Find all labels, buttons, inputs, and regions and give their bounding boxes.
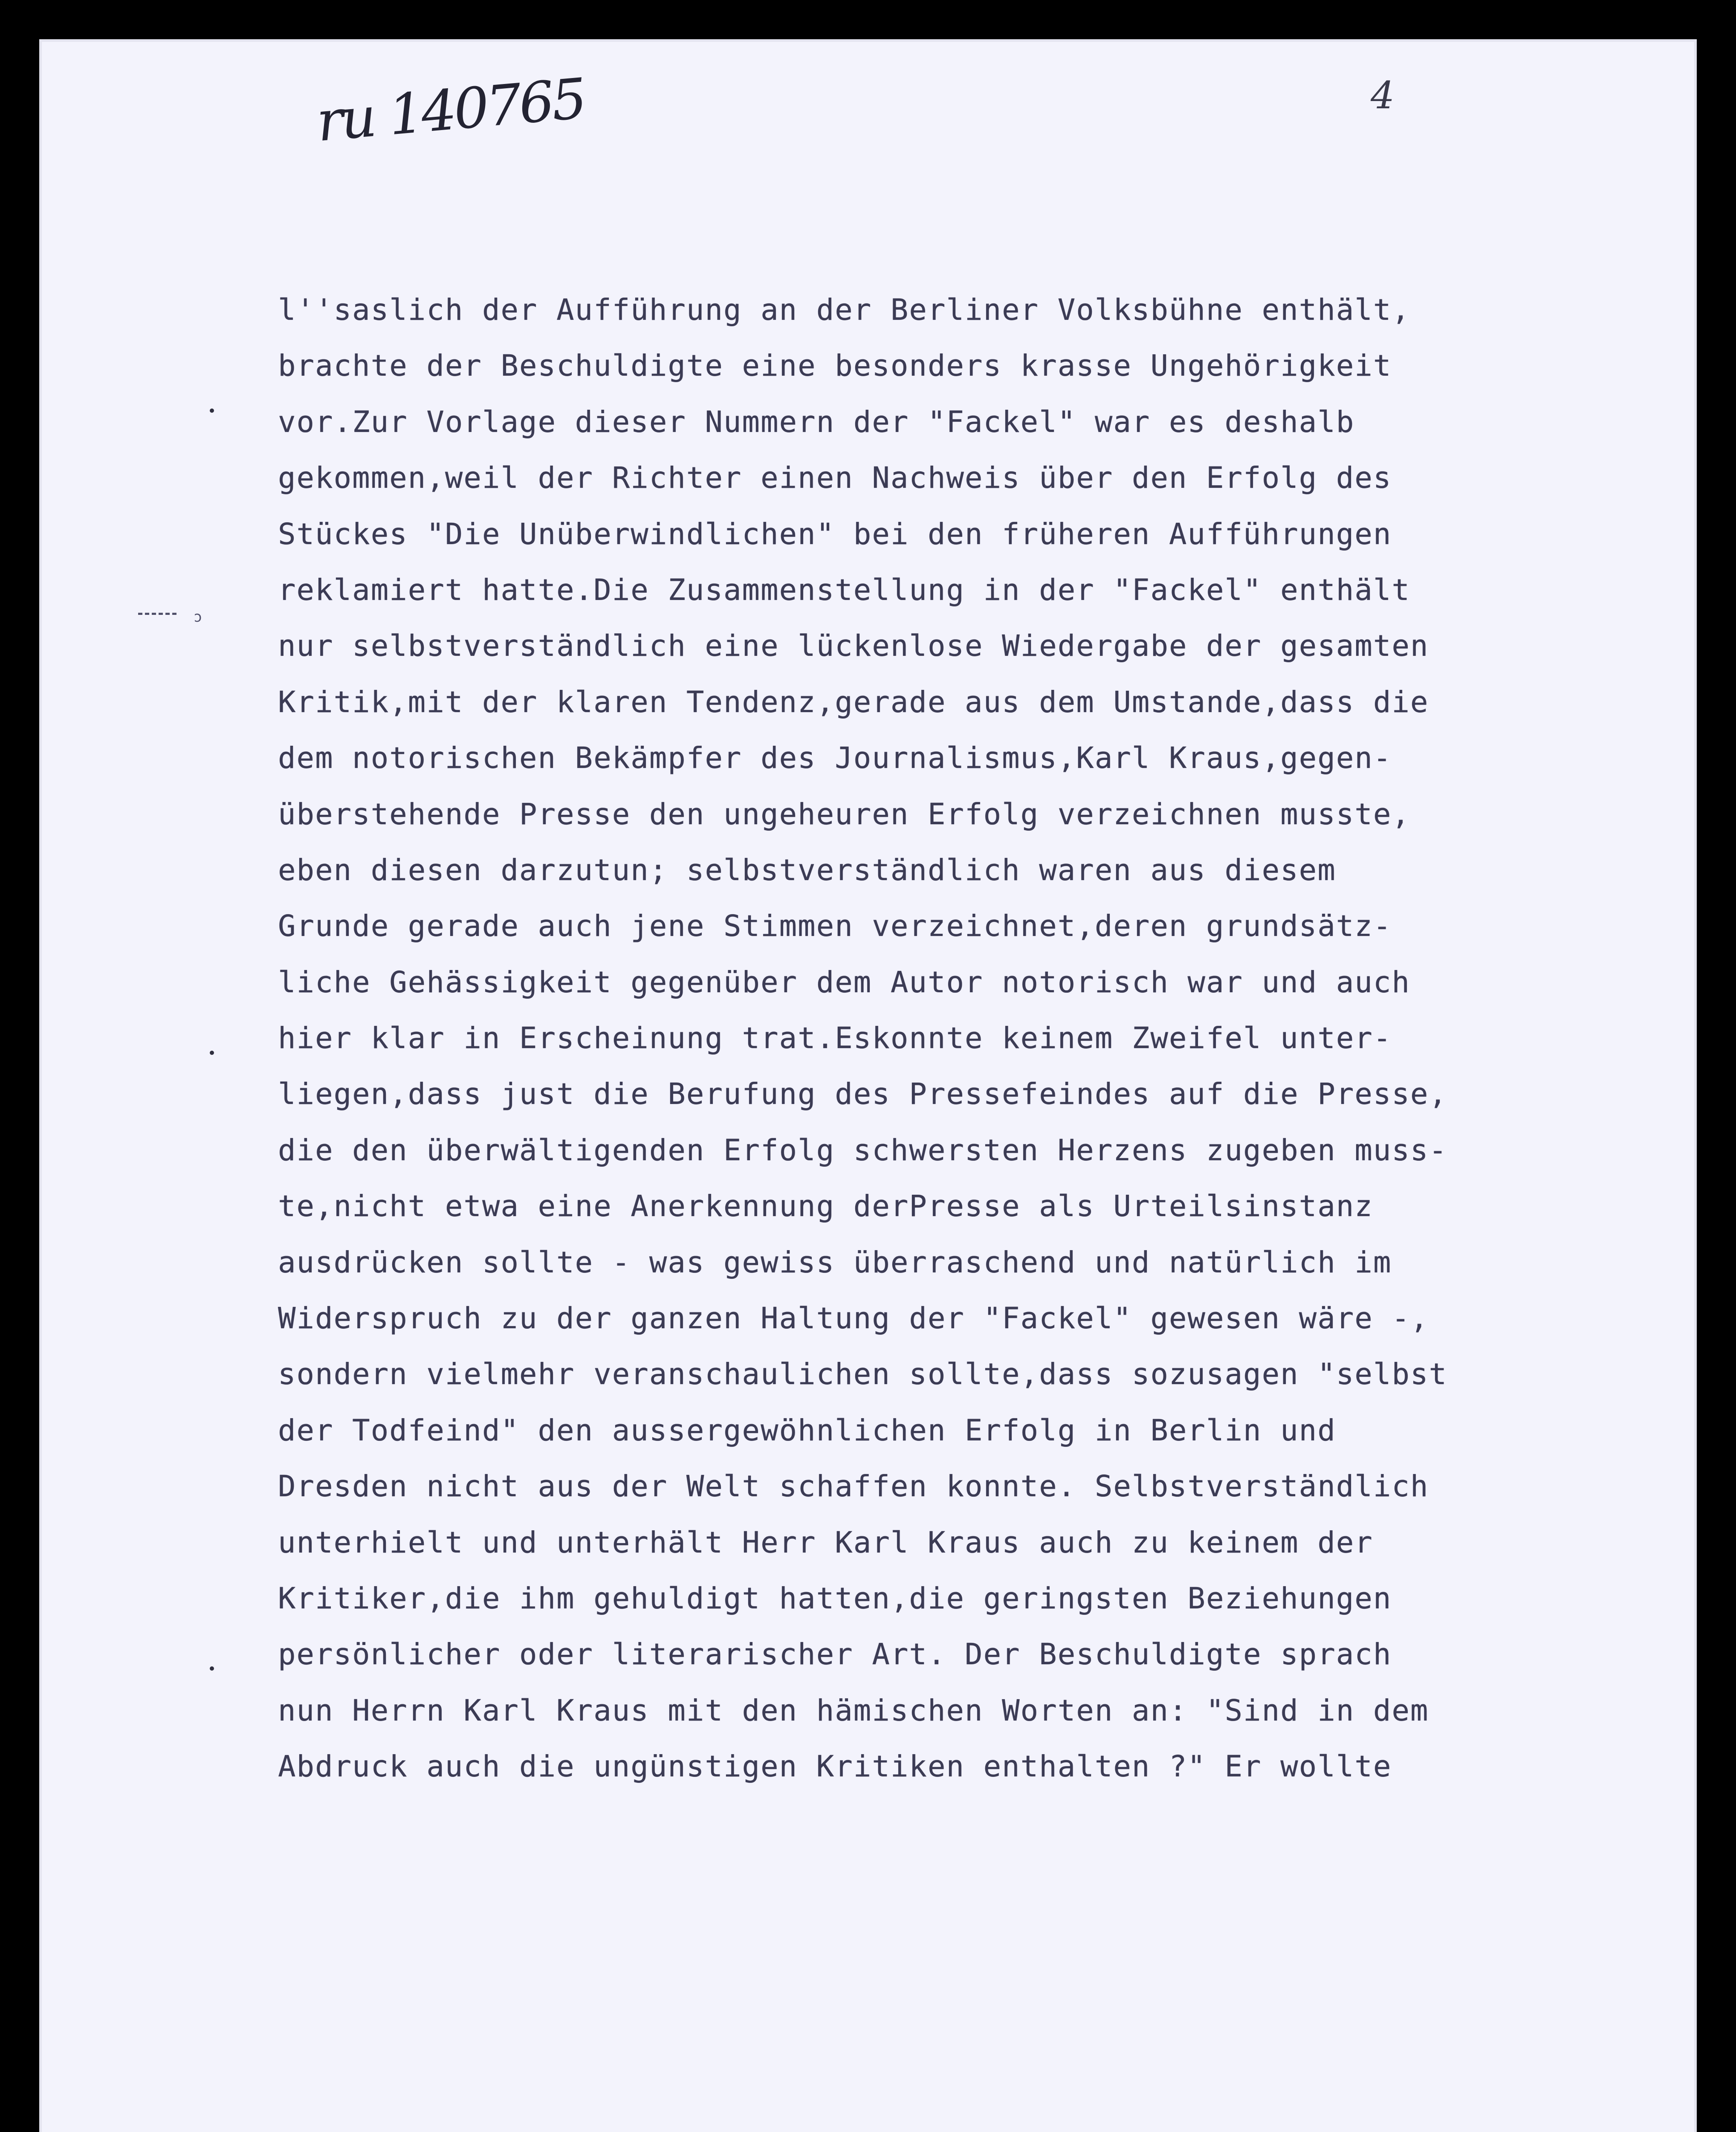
text-line: eben diesen darzutun; selbstverständlich waren aus diesem	[278, 853, 1336, 887]
text-line: Grunde gerade auch jene Stimmen verzeichnet,deren grundsätz-	[278, 909, 1392, 944]
text-line: gekommen,weil der Richter einen Nachweis über den Erfolg des	[278, 461, 1392, 495]
margin-tick-mark: ɔ	[194, 608, 203, 626]
text-line: unterhielt und unterhält Herr Karl Kraus auch zu keinem der	[278, 1525, 1373, 1560]
text-line: persönlicher oder literarischer Art. Der Beschuldigte sprach	[278, 1637, 1392, 1672]
margin-dash-mark	[138, 613, 176, 617]
document-page	[39, 39, 1697, 2132]
text-line: Kritik,mit der klaren Tendenz,gerade aus dem Umstande,dass die	[278, 685, 1429, 719]
margin-dot-mark	[210, 1051, 214, 1055]
text-line: liegen,dass just die Berufung des Pressefeindes auf die Presse,	[278, 1077, 1448, 1112]
text-line: reklamiert hatte.Die Zusammenstellung in der "Fackel" enthält	[278, 573, 1411, 607]
text-line: liche Gehässigkeit gegenüber dem Autor notorisch war und auch	[278, 965, 1411, 999]
margin-dot-mark	[210, 1666, 214, 1671]
text-line: vor.Zur Vorlage dieser Nummern der "Fackel" war es deshalb	[278, 405, 1355, 439]
margin-dot-mark	[210, 408, 214, 413]
handwritten-archive-number: ru 140765	[314, 66, 587, 154]
text-line: nun Herrn Karl Kraus mit den hämischen Worten an: "Sind in dem	[278, 1693, 1429, 1728]
text-line: nur selbstverständlich eine lückenlose Wiedergabe der gesamten	[278, 629, 1429, 663]
text-line: der Todfeind" den aussergewöhnlichen Erfolg in Berlin und	[278, 1413, 1336, 1448]
text-line: te,nicht etwa eine Anerkennung derPresse als Urteilsinstanz	[278, 1189, 1373, 1224]
text-line: Dresden nicht aus der Welt schaffen konnte. Selbstverständlich	[278, 1469, 1429, 1504]
text-line: Abdruck auch die ungünstigen Kritiken enthalten ?" Er wollte	[278, 1750, 1392, 1784]
text-line: Kritiker,die ihm gehuldigt hatten,die geringsten Beziehungen	[278, 1581, 1392, 1616]
text-line: Widerspruch zu der ganzen Haltung der "Fackel" gewesen wäre -,	[278, 1301, 1429, 1336]
text-line: Stückes "Die Unüberwindlichen" bei den früheren Aufführungen	[278, 517, 1392, 551]
text-line: sondern vielmehr veranschaulichen sollte,dass sozusagen "selbst	[278, 1357, 1448, 1392]
text-line: brachte der Beschuldigte eine besonders krasse Ungehörigkeit	[278, 349, 1392, 383]
text-line: dem notorischen Bekämpfer des Journalismus,Karl Kraus,gegen-	[278, 741, 1392, 776]
typescript-body	[278, 282, 1634, 1795]
handwritten-page-number: 4	[1371, 73, 1395, 117]
text-line: die den überwältigenden Erfolg schwersten Herzens zugeben muss-	[278, 1133, 1448, 1167]
text-line: hier klar in Erscheinung trat.Eskonnte keinem Zweifel unter-	[278, 1021, 1392, 1056]
text-line: ausdrücken sollte - was gewiss überraschend und natürlich im	[278, 1245, 1392, 1280]
text-line: l''saslich der Aufführung an der Berliner Volksbühne enthält,	[278, 293, 1411, 327]
text-line: überstehende Presse den ungeheuren Erfolg verzeichnen musste,	[278, 797, 1411, 831]
